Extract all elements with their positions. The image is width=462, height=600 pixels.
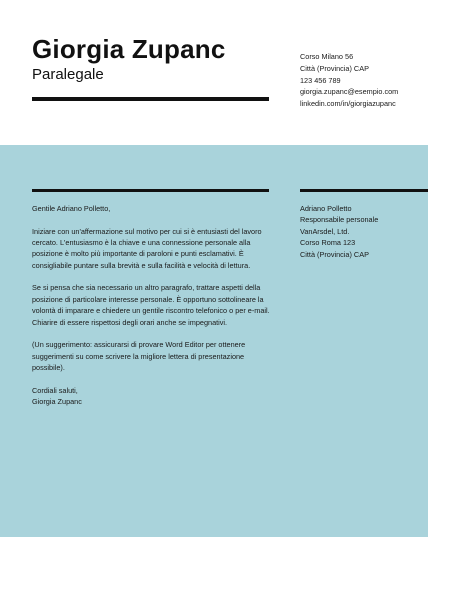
- header-divider: [32, 97, 269, 101]
- letter-paragraph-1: Iniziare con un'affermazione sul motivo per cui si è entusiasti del lavoro cercato. L'entusiasmo è la chiave e una connessione personale alla posizione è molto più importante di paroloni e punti esclamativi. È consigliabile puntare sulla brevità e sulla facilità e velocità di lettura.: [32, 226, 262, 270]
- letter-paragraph-3: (Un suggerimento: assicurarsi di provare Word Editor per ottenere suggerimenti su come scrivere la migliore lettera di presentazione possibile).: [32, 340, 246, 373]
- letter-closing: Cordiali saluti,: [32, 385, 78, 395]
- applicant-role: Paralegale: [32, 66, 104, 83]
- recipient-company: VanArsdel, Ltd.: [300, 226, 350, 236]
- contact-email[interactable]: giorgia.zupanc@esempio.com: [300, 87, 399, 97]
- letter-paragraph-2: Se si pensa che sia necessario un altro paragrafo, trattare aspetti della posizione di particolare interesse personale. È opportuno sottolineare la volontà di imparare e chiedere un gentile riscontro telefonico o per e-mail. Chiarire di essere rispettosi degli orari anche se impegnativi.: [32, 283, 270, 327]
- applicant-name: Giorgia Zupanc: [32, 34, 226, 64]
- recipient-address: Corso Roma 123: [300, 238, 356, 248]
- recipient-divider: [300, 189, 428, 192]
- contact-linkedin[interactable]: linkedin.com/in/giorgiazupanc: [300, 99, 396, 109]
- recipient-title: Responsabile personale: [300, 215, 379, 225]
- letter-signature: Giorgia Zupanc: [32, 397, 82, 407]
- recipient-name: Adriano Polletto: [300, 204, 352, 213]
- contact-phone: 123 456 789: [300, 75, 341, 85]
- recipient-block: [300, 203, 425, 260]
- contact-address: Corso Milano 56: [300, 52, 354, 61]
- recipient-city: Città (Provincia) CAP: [300, 249, 369, 259]
- contact-block: [300, 51, 450, 110]
- letter-greeting: Gentile Adriano Polletto,: [32, 204, 111, 213]
- contact-city: Città (Provincia) CAP: [300, 63, 369, 73]
- letter-divider: [32, 189, 269, 192]
- letter-body: [32, 203, 276, 407]
